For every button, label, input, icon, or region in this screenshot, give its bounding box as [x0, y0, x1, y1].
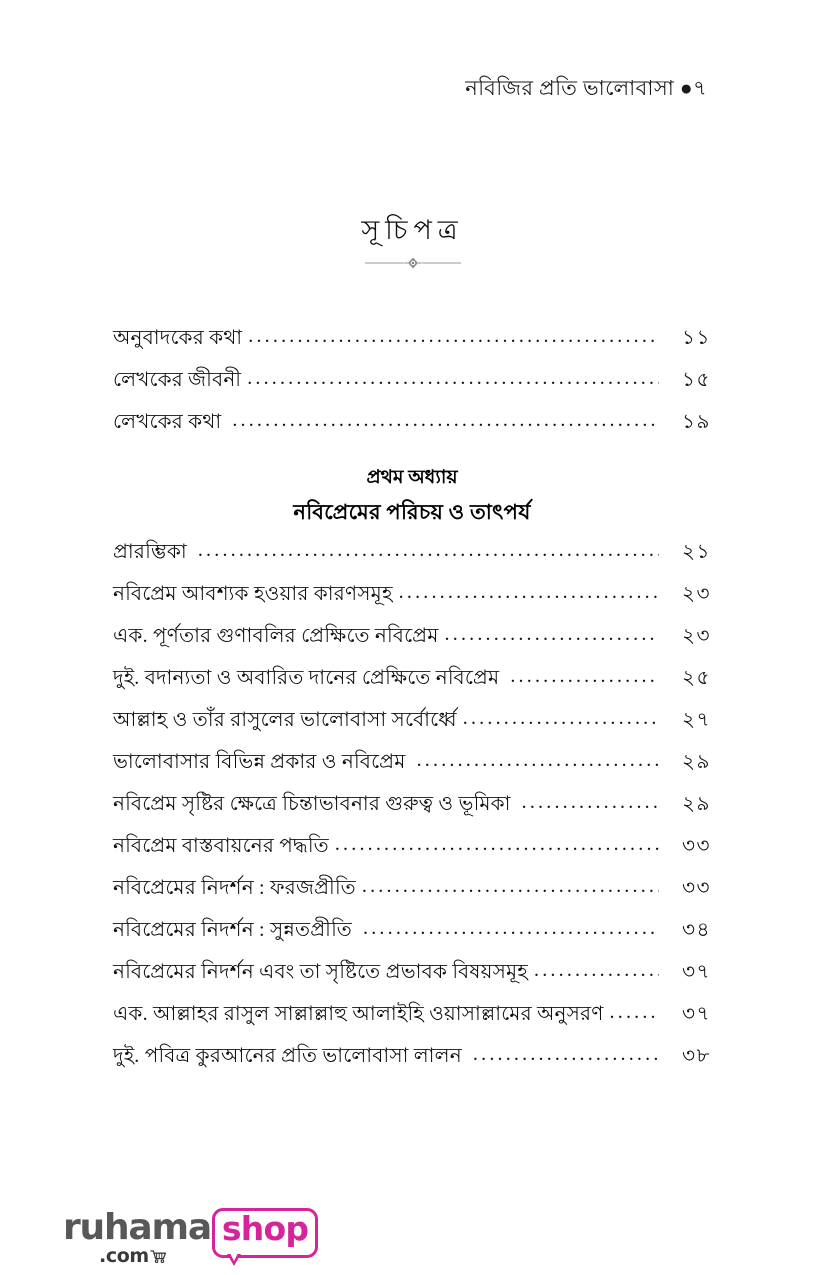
dot-leader: [473, 1044, 659, 1064]
dot-leader: [198, 540, 659, 560]
toc-entry-label: আল্লাহ ও তাঁর রাসুলের ভালোবাসা সর্বোর্ধ্বে: [113, 709, 457, 731]
toc-entry-page: ২৩: [681, 625, 711, 647]
dot-leader: [522, 792, 659, 812]
toc-entry-page: ১৯: [682, 411, 711, 433]
toc-row[interactable]: [113, 328, 711, 370]
toc-row[interactable]: [113, 1046, 711, 1088]
toc-entry-page: ৩৩: [681, 877, 711, 899]
toc-row[interactable]: [113, 836, 711, 878]
toc-row[interactable]: [113, 920, 711, 962]
dot-leader: [247, 368, 659, 388]
toc-entry-page: ২৯: [682, 793, 711, 815]
toc-entry-page: ১১: [682, 327, 711, 349]
title-divider: [365, 255, 461, 271]
toc-row[interactable]: [113, 542, 711, 584]
toc-row[interactable]: [113, 794, 711, 836]
toc-title-block: [0, 214, 825, 271]
logo-dot: .: [99, 1245, 106, 1267]
toc-entry-page: ২৯: [682, 751, 711, 773]
dot-leader: [463, 708, 659, 728]
toc-entry-label: ভালোবাসার বিভিন্ন প্রকার ও নবিপ্রেম: [113, 751, 406, 773]
toc-entry-page: ১৫: [682, 369, 711, 391]
toc-entry-label: অনুবাদকের কথা: [113, 327, 243, 349]
toc-entry-page: ২৭: [681, 709, 711, 731]
toc-entry-page: ৩৭: [681, 961, 711, 983]
dot-leader: [362, 876, 659, 896]
toc-entry-label: নবিপ্রেম সৃষ্টির ক্ষেত্রে চিন্তাভাবনার গুরুত্ব ও ভূমিকা: [113, 793, 511, 815]
toc-entry-label: এক. আল্লাহর রাসুল সাল্লাল্লাহু আলাইহি ওয়াসাল্লামের অনুসরণ: [113, 1003, 604, 1025]
dot-leader: [248, 326, 659, 346]
toc-entry-label: নবিপ্রেম আবশ্যক হওয়ার কারণসমূহ: [113, 583, 393, 605]
toc-entry-page: ২৩: [681, 583, 711, 605]
chapter-heading: [113, 454, 711, 542]
dot-leader: [534, 960, 659, 980]
toc-row[interactable]: [113, 370, 711, 412]
toc-row[interactable]: [113, 668, 711, 710]
toc-row[interactable]: [113, 710, 711, 752]
toc-entry-label: নবিপ্রেমের নিদর্শন : সুন্নতপ্রীতি: [113, 919, 353, 941]
logo-speech-bubble: [212, 1208, 318, 1258]
toc-entry-page: ৩৭: [681, 1003, 711, 1025]
dot-leader: [510, 666, 659, 686]
dot-leader: [232, 410, 659, 430]
toc-entry-page: ২৫: [682, 667, 711, 689]
page-title: সূচিপত্র: [361, 215, 464, 245]
toc-row[interactable]: [113, 1004, 711, 1046]
toc-entry-page: ৩৩: [681, 835, 711, 857]
toc-entry-label: এক. পূর্ণতার গুণাবলির প্রেক্ষিতে নবিপ্রেম: [113, 625, 439, 647]
chapter-title: নবিপ্রেমের পরিচয় ও তাৎপর্য: [293, 500, 531, 524]
toc-row[interactable]: [113, 626, 711, 668]
logo-domain: [99, 1245, 167, 1267]
toc-entry-page: ৩৮: [682, 1045, 711, 1067]
shopping-cart-icon: [150, 1249, 167, 1264]
dot-leader: [363, 918, 659, 938]
toc-entry-label: লেখকের কথা: [113, 411, 222, 433]
running-header: নবিজির প্রতি ভালোবাসা ●৭: [465, 76, 707, 100]
toc-row[interactable]: [113, 752, 711, 794]
bubble-tail-inner-icon: [230, 1253, 238, 1261]
toc-entry-page: ৩৪: [682, 919, 711, 941]
logo-shop-text: shop: [221, 1209, 309, 1248]
toc-row[interactable]: [113, 412, 711, 454]
toc-entry-label: নবিপ্রেমের নিদর্শন এবং তা সৃষ্টিতে প্রভাবক বিষয়সমূহ: [113, 961, 529, 983]
toc-entry-page: ২১: [682, 541, 711, 563]
dot-leader: [445, 624, 659, 644]
toc-entry-label: নবিপ্রেম বাস্তবায়নের পদ্ধতি: [113, 835, 329, 857]
toc-entry-label: দুই. বদান্যতা ও অবারিত দানের প্রেক্ষিতে নবিপ্রেম: [113, 667, 500, 689]
toc-row[interactable]: [113, 584, 711, 626]
toc-row[interactable]: [113, 962, 711, 1004]
toc-row[interactable]: [113, 878, 711, 920]
logo-brand-text: ruhama: [63, 1207, 211, 1248]
chapter-number-label: প্রথম অধ্যায়: [366, 467, 458, 488]
toc-entry-label: নবিপ্রেমের নিদর্শন : ফরজপ্রীতি: [113, 877, 356, 899]
dot-leader: [610, 1002, 659, 1022]
toc-entry-label: প্রারম্ভিকা: [113, 541, 187, 563]
toc-entry-list: [113, 328, 711, 1088]
dot-leader: [335, 834, 659, 854]
toc-entry-label: দুই. পবিত্র কুরআনের প্রতি ভালোবাসা লালন: [113, 1045, 462, 1067]
logo-domain-text: com: [105, 1245, 149, 1267]
diamond-ornament-icon: [404, 257, 422, 270]
dot-leader: [399, 582, 659, 602]
dot-leader: [417, 750, 659, 770]
toc-entry-label: লেখকের জীবনী: [113, 369, 242, 391]
